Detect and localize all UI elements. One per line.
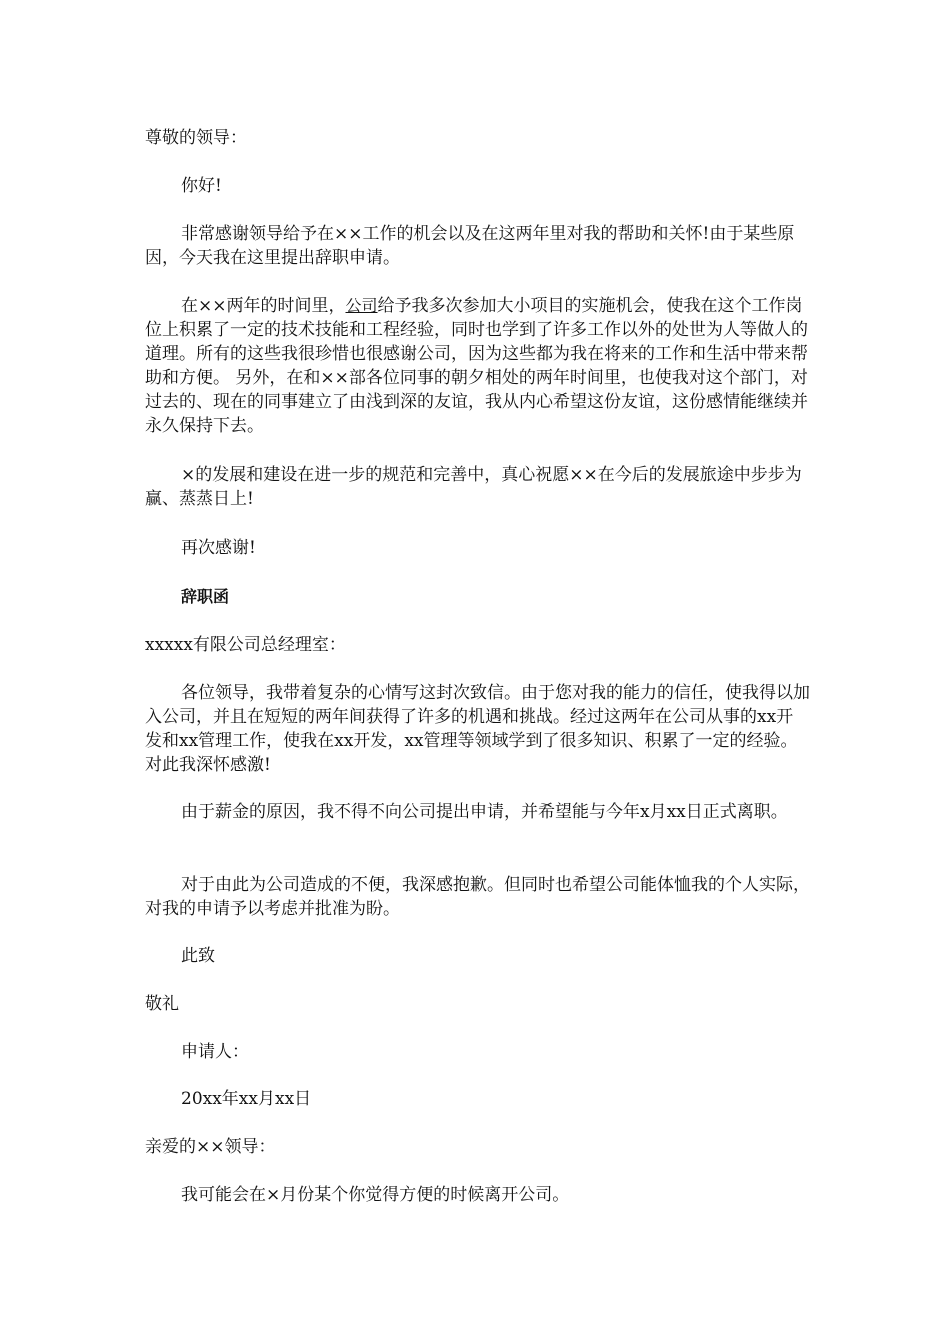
letter2-date: 20xx年xx月xx日 [181, 1089, 312, 1109]
letter2-paragraph-3: 对于由此为公司造成的不便，我深感抱歉。但同时也希望公司能体恤我的个人实际，对我的申请予以考虑并批准为盼。 [145, 875, 810, 919]
letter2-regards-line-1: 此致 [181, 946, 215, 966]
letter2-applicant: 申请人： [181, 1042, 249, 1062]
letter2-paragraph-1: 各位领导，我带着复杂的心情写这封次致信。由于您对我的能力的信任，使我得以加入公司，并且在短短的两年间获得了许多的机遇和挑战。经过这两年在公司从事的xx开发和xx管理工作，使我在xx开发，xx管理等领域学到了很多知识、积累了一定的经验。对此我深怀感激! [145, 683, 810, 775]
letter2-regards-line-2: 敬礼 [145, 994, 179, 1014]
letter1-greeting: 你好! [181, 176, 222, 196]
letter3-paragraph-1: 我可能会在×月份某个你觉得方便的时候离开公司。 [181, 1185, 570, 1205]
letter2-paragraph-2: 由于薪金的原因，我不得不向公司提出申请，并希望能与今年x月xx日正式离职。 [181, 802, 788, 822]
letter1-paragraph-2 [145, 294, 810, 438]
letter1-closing: 再次感谢! [181, 538, 256, 558]
company-link[interactable]: 公司 [345, 296, 378, 315]
letter2-recipient: xxxxx有限公司总经理室： [145, 635, 346, 655]
letter1-paragraph-2-rest: 给予我多次参加大小项目的实施机会，使我在这个工作岗位上积累了一定的技术技能和工程经验，同时也学到了许多工作以外的处世为人等做人的道理。所有的这些我很珍惜也很感谢公司，因为这些都为我在将来的工作和生活中带来帮助和方便。 另外，在和××部各位同事的朝夕相处的两年时间里，也使我对这个部门，对过去的、现在的同事建立了由浅到深的友谊，我从内心希望这份友谊，这份感情能继续并永久保持下去。 [145, 296, 808, 436]
letter3-salutation: 亲爱的××领导： [145, 1137, 276, 1157]
letter1-salutation: 尊敬的领导： [145, 128, 247, 148]
letter1-paragraph-3: ×的发展和建设在进一步的规范和完善中，真心祝愿××在今后的发展旅途中步步为赢、蒸蒸日上! [145, 465, 802, 509]
letter1-paragraph-2-start: 在××两年的时间里， [181, 296, 346, 316]
letter1-paragraph-1: 非常感谢领导给予在××工作的机会以及在这两年里对我的帮助和关怀!由于某些原因，今天我在这里提出辞职申请。 [145, 224, 795, 268]
letter2-title: 辞职函 [181, 587, 230, 606]
